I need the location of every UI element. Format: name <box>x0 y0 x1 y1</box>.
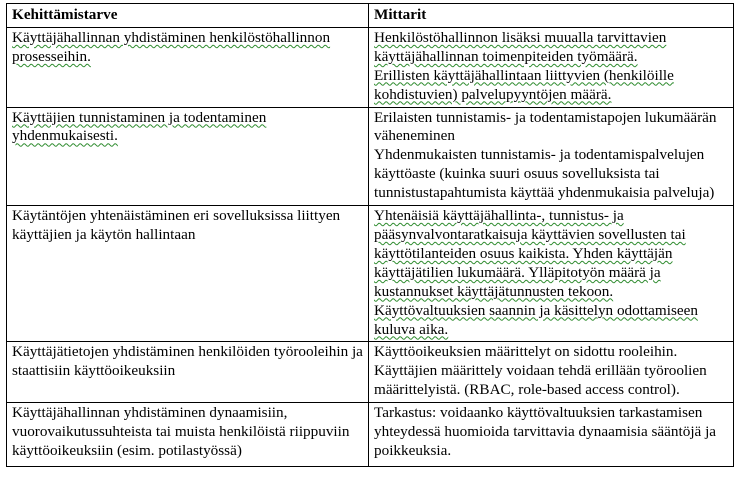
table-row <box>7 27 734 107</box>
need-text: Käytäntöjen yhtenäistäminen eri sovelluksissa liittyen käyttäjien ja käytön hallintaan <box>12 207 341 243</box>
need-cell <box>7 403 369 467</box>
requirements-table <box>6 3 734 467</box>
need-cell <box>7 27 369 107</box>
need-cell <box>7 206 369 342</box>
need-cell <box>7 107 369 206</box>
metric-text: Tarkastus: voidaanko käyttövaltuuksien tarkastamisen yhteydessä huomioida tarvittavia dynaamisia sääntöjä ja poikkeuksia. <box>374 404 717 459</box>
metrics-cell <box>369 206 734 342</box>
need-cell <box>7 342 369 403</box>
header-metrics: Mittarit <box>369 4 734 28</box>
metric-text: Käyttöoikeuksien määrittelyt on sidottu rooleihin. Käyttäjien määrittely voidaan tehdä erillään työroolien määrittelyistä. (RBAC, role-based access control). <box>374 343 707 399</box>
need-text: Käyttäjähallinnan yhdistäminen henkilöstöhallinnon prosesseihin. <box>12 28 331 65</box>
metrics-cell <box>369 27 734 107</box>
metrics-cell <box>369 403 734 467</box>
metric-text: Erillisten käyttäjähallintaan liittyvien (henkilöille kohdistuvien) palvelupyyntöjen määrä. <box>374 66 674 103</box>
table-row <box>7 403 734 467</box>
metric-text: Yhdenmukaisten tunnistamis- ja todentamispalvelujen käyttöaste (kuinka suuri osuus sovelluksista tai tunnistustapahtumista käyttää yhdenmukaisia palveluja) <box>374 146 715 202</box>
table-header-row <box>7 4 734 28</box>
need-text: Käyttäjähallinnan yhdistäminen dynaamisiin, vuorovaikutussuhteista tai muista henkilöistä riippuviin käyttöoikeuksiin (esim. potilastyössä) <box>12 404 350 459</box>
header-development-need: Kehittämistarve <box>7 4 369 28</box>
need-text: Käyttäjätietojen yhdistäminen henkilöiden työrooleihin ja staattisiin käyttöoikeuksiin <box>12 343 363 380</box>
metrics-cell <box>369 107 734 206</box>
metric-text: Yhtenäisiä käyttäjähallinta-, tunnistus- ja pääsynvalvontaratkaisuja käyttävien sovellusten tai käyttötilanteiden osuus kaikista. Yhden käyttäjän käyttäjätilien lukumäärä. Ylläpitotyön määrä ja kustannukset käyttäjätunnusten tekoon. Käyttövaltuuksien saannin ja käsittelyn odottamiseen kuluva aika. <box>374 207 698 338</box>
metric-text: Henkilöstöhallinnon lisäksi muualla tarvittavien käyttäjähallinnan toimenpiteiden työmäärä. <box>374 28 667 65</box>
metric-text: Erilaisten tunnistamis- ja todentamistapojen lukumäärän väheneminen <box>374 108 717 145</box>
table-row <box>7 342 734 403</box>
metrics-cell <box>369 342 734 403</box>
need-text: Käyttäjien tunnistaminen ja todentaminen yhdenmukaisesti. <box>12 108 267 145</box>
table-row <box>7 107 734 206</box>
table-row <box>7 206 734 342</box>
